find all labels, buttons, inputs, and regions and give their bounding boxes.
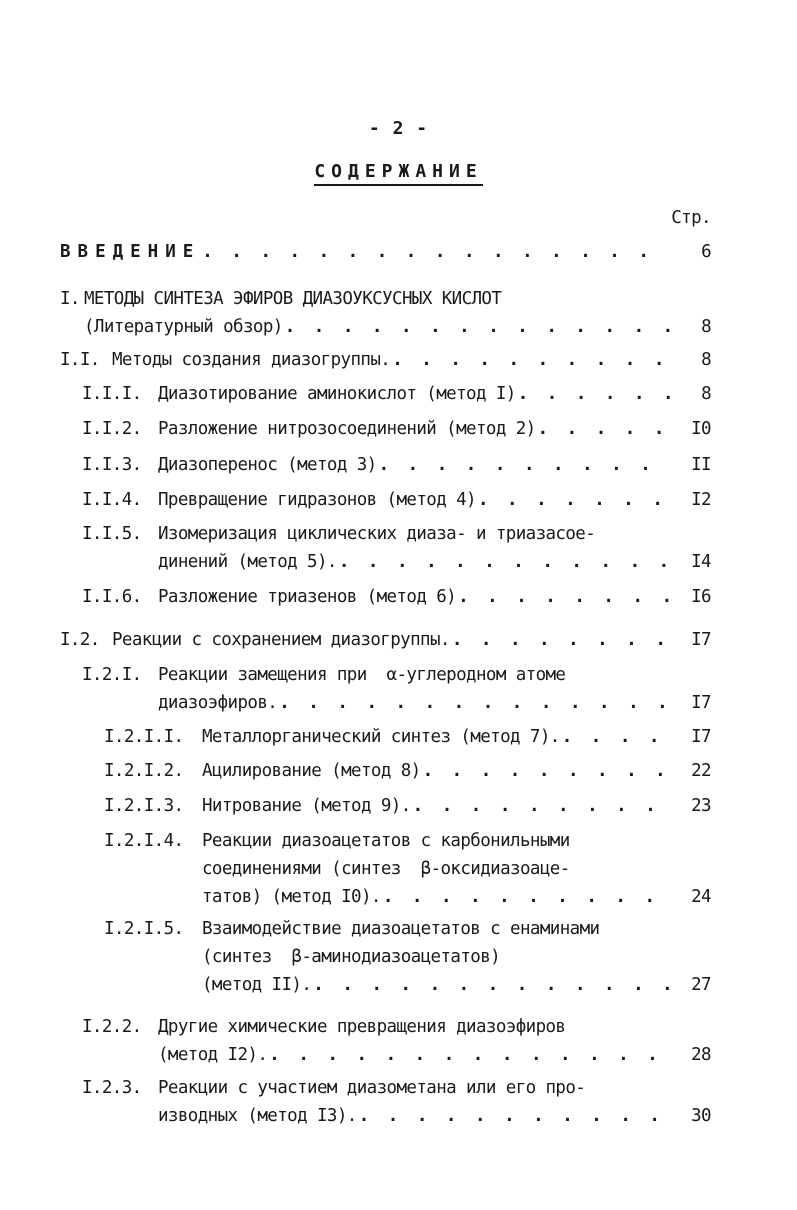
page-ref: I6 [691, 587, 711, 607]
dot-leader [562, 723, 671, 751]
section-title: соединениями (синтез β-оксидиазоаце- [202, 859, 570, 879]
toc-entry [104, 792, 711, 820]
toc-entry [82, 1074, 711, 1130]
page-ref: 30 [691, 1106, 711, 1126]
page-ref: 28 [691, 1045, 711, 1065]
section-number: I.I.3. [82, 455, 142, 475]
toc-title [0, 158, 797, 186]
section-title: ВВЕДЕНИЕ [60, 242, 201, 262]
toc-entry-line [104, 855, 711, 883]
toc-entry-line [82, 1041, 711, 1069]
section-title: Нитрование (метод 9). [202, 796, 411, 816]
toc-entry [82, 661, 711, 717]
section-number: I.2. [60, 630, 100, 650]
section-number: I. [60, 289, 80, 309]
section-title: динений (метод 5). [158, 552, 337, 572]
section-title: Методы создания диазогруппы. [112, 350, 391, 370]
dot-leader [518, 380, 671, 408]
page-ref: 24 [691, 887, 711, 907]
toc-entry [60, 346, 711, 374]
toc-entry-line [82, 1102, 711, 1130]
section-number: I.2.I.I. [104, 727, 184, 747]
toc-entry-line [82, 689, 711, 717]
toc-title-text: СОДЕРЖАНИЕ [314, 161, 482, 186]
toc-entry [60, 285, 711, 341]
toc-entry-line [104, 943, 711, 971]
section-title: (синтез β-аминодиазоацетатов) [202, 947, 501, 967]
toc-entry [82, 520, 711, 576]
toc-entry-line [104, 757, 711, 785]
toc-entry-line [82, 520, 711, 548]
toc-entry-line [82, 583, 711, 611]
toc-entry-line [104, 883, 711, 911]
toc-entry [60, 238, 711, 266]
page-ref: II [691, 455, 711, 475]
section-title: татов) (метод I0). [202, 887, 381, 907]
dot-leader [339, 548, 671, 576]
page-ref: 6 [701, 242, 711, 262]
toc-entry-line [104, 827, 711, 855]
page-ref: 23 [691, 796, 711, 816]
page-ref: 8 [701, 350, 711, 370]
toc-entry-line [104, 792, 711, 820]
page-number: - 2 - [368, 118, 429, 139]
dot-leader [269, 1041, 671, 1069]
page-ref: 8 [701, 384, 711, 404]
toc-entry-line [104, 915, 711, 943]
dot-leader [538, 415, 671, 443]
section-title: (метод I2). [158, 1045, 268, 1065]
section-number: I.I.5. [82, 524, 142, 544]
page-ref: 8 [701, 317, 711, 337]
page-ref: I7 [691, 630, 711, 650]
page-ref: 27 [691, 975, 711, 995]
section-title: Реакции с участием диазометана или его про- [158, 1078, 586, 1098]
section-title: Реакции диазоацетатов с карбонильными [202, 831, 570, 851]
dot-leader [413, 792, 671, 820]
section-number: I.2.I.4. [104, 831, 184, 851]
toc-entry-line [82, 451, 711, 479]
section-number: I.2.I. [82, 665, 142, 685]
toc-entry-line [60, 238, 711, 266]
dot-leader [478, 486, 671, 514]
page-column-header: Стр. [671, 208, 711, 228]
dot-leader [383, 883, 671, 911]
dot-leader [379, 451, 671, 479]
toc-entry-line [60, 626, 711, 654]
dot-leader [279, 689, 671, 717]
section-title: Другие химические превращения диазоэфиров [158, 1017, 566, 1037]
section-title: (Литературный обзор) [84, 317, 283, 337]
toc-entry [104, 757, 711, 785]
toc-entry-line [82, 661, 711, 689]
section-title: диазоэфиров. [158, 693, 278, 713]
section-number: I.2.I.5. [104, 919, 184, 939]
section-number: I.2.2. [82, 1017, 142, 1037]
toc-entry-line [82, 486, 711, 514]
section-title: Диазотирование аминокислот (метод I) [158, 384, 516, 404]
toc-entry-line [82, 1074, 711, 1102]
section-title: Разложение нитрозосоединений (метод 2) [158, 419, 536, 439]
section-title: Превращение гидразонов (метод 4) [158, 490, 476, 510]
section-title: Реакции с сохранением диазогруппы. [112, 630, 450, 650]
section-title: Разложение триазенов (метод 6) [158, 587, 457, 607]
dot-leader [423, 757, 671, 785]
toc-entry [82, 583, 711, 611]
section-title: Реакции замещения при α-углеродном атоме [158, 665, 566, 685]
section-title: (метод II). [202, 975, 312, 995]
toc-entry-line [82, 415, 711, 443]
page-ref: I2 [691, 490, 711, 510]
section-title: Ацилирование (метод 8) [202, 761, 421, 781]
toc-entry-line [60, 346, 711, 374]
dot-leader [359, 1102, 671, 1130]
section-number: I.I. [60, 350, 100, 370]
toc-entry-line [60, 285, 711, 313]
dot-leader [313, 971, 671, 999]
section-number: I.I.2. [82, 419, 142, 439]
dot-leader [392, 346, 671, 374]
page-ref: I7 [691, 693, 711, 713]
section-title: Изомеризация циклических диаза- и триазасое- [158, 524, 596, 544]
toc-entry [60, 626, 711, 654]
section-title: Диазоперенос (метод 3) [158, 455, 377, 475]
section-number: I.2.3. [82, 1078, 142, 1098]
toc-entry [104, 827, 711, 911]
dot-leader [285, 313, 671, 341]
toc-entry [82, 1013, 711, 1069]
toc-entry-line [82, 1013, 711, 1041]
section-number: I.2.I.2. [104, 761, 184, 781]
section-title: МЕТОДЫ СИНТЕЗА ЭФИРОВ ДИАЗОУКСУСНЫХ КИСЛОТ [84, 289, 502, 309]
toc-entry-line [104, 971, 711, 999]
page-ref: 22 [691, 761, 711, 781]
dot-leader [458, 583, 671, 611]
toc-entry [104, 915, 711, 999]
section-title: изводных (метод I3). [158, 1106, 357, 1126]
toc-entry-line [82, 380, 711, 408]
dot-leader [452, 626, 671, 654]
toc-entry-line [82, 548, 711, 576]
page-ref: I7 [691, 727, 711, 747]
section-title: Взаимодействие диазоацетатов с енаминами [202, 919, 600, 939]
page-ref: I4 [691, 552, 711, 572]
dot-leader [202, 238, 671, 266]
toc-entry [82, 415, 711, 443]
toc-entry-line [104, 723, 711, 751]
section-number: I.I.6. [82, 587, 142, 607]
section-number: I.I.I. [82, 384, 142, 404]
section-title: Металлорганический синтез (метод 7). [202, 727, 560, 747]
section-number: I.I.4. [82, 490, 142, 510]
page-ref: I0 [691, 419, 711, 439]
section-number: I.2.I.3. [104, 796, 184, 816]
toc-entry-line [60, 313, 711, 341]
toc-entry [82, 486, 711, 514]
toc-entry [82, 451, 711, 479]
toc-entry [104, 723, 711, 751]
toc-entry [82, 380, 711, 408]
